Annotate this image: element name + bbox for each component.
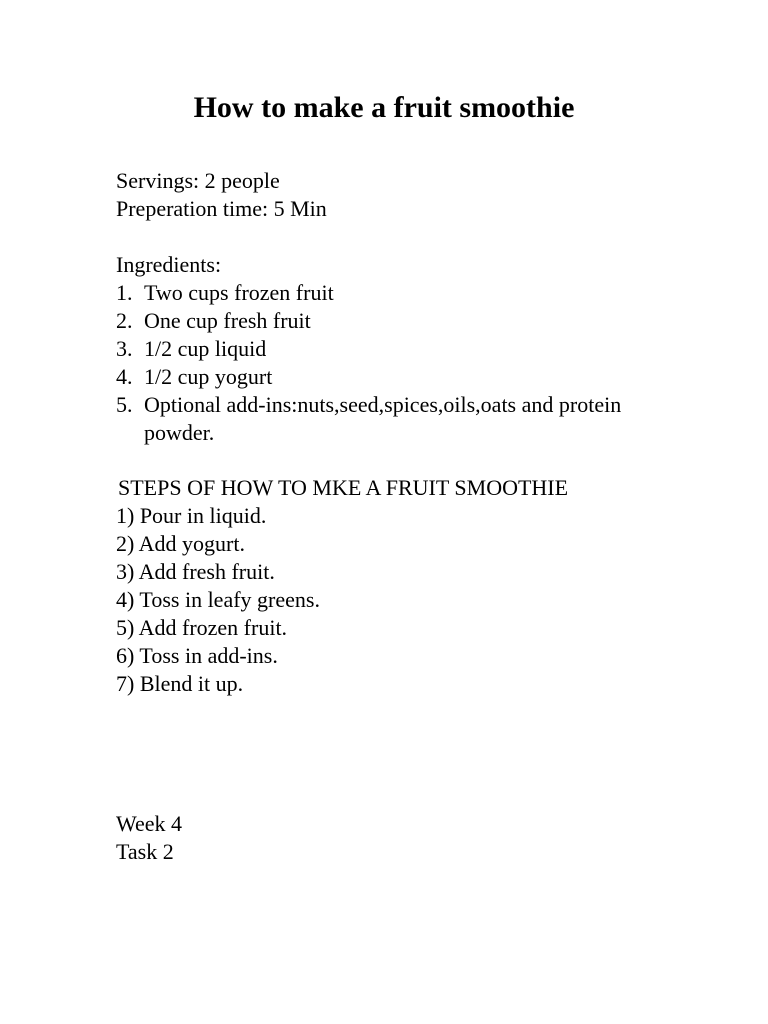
week-label: Week 4 (116, 811, 183, 836)
ingredient-number: 3. (116, 336, 133, 361)
page-title: How to make a fruit smoothie (193, 91, 575, 124)
ingredient-text: 1/2 cup liquid (144, 336, 267, 361)
ingredients-section (116, 251, 664, 447)
ingredient-text: Optional add-ins:nuts,seed,spices,oils,oats and protein powder. (144, 392, 622, 445)
footer-section (116, 810, 182, 866)
step-item: 7) Blend it up. (116, 671, 244, 696)
ingredient-number: 4. (116, 364, 133, 389)
prep-time-text: Preperation time: 5 Min (116, 196, 327, 221)
ingredient-item (116, 391, 664, 447)
ingredient-number: 1. (116, 280, 133, 305)
ingredient-item (116, 307, 664, 335)
ingredients-heading: Ingredients: (116, 252, 222, 277)
ingredient-item (116, 279, 664, 307)
ingredients-list (116, 279, 664, 447)
step-item: 6) Toss in add-ins. (116, 643, 278, 668)
ingredient-text: Two cups frozen fruit (144, 280, 334, 305)
ingredient-item (116, 363, 664, 391)
ingredient-number: 2. (116, 308, 133, 333)
recipe-meta (116, 167, 327, 223)
step-item: 1) Pour in liquid. (116, 503, 267, 528)
servings-text: Servings: 2 people (116, 168, 280, 193)
step-item: 2) Add yogurt. (116, 531, 245, 556)
steps-heading: STEPS OF HOW TO MKE A FRUIT SMOOTHIE (118, 475, 569, 500)
step-item: 3) Add fresh fruit. (116, 559, 275, 584)
task-label: Task 2 (116, 839, 174, 864)
ingredient-number: 5. (116, 392, 133, 417)
steps-section (116, 474, 568, 698)
step-item: 5) Add frozen fruit. (116, 615, 288, 640)
ingredient-text: 1/2 cup yogurt (144, 364, 273, 389)
step-item: 4) Toss in leafy greens. (116, 587, 320, 612)
ingredient-item (116, 335, 664, 363)
ingredient-text: One cup fresh fruit (144, 308, 311, 333)
